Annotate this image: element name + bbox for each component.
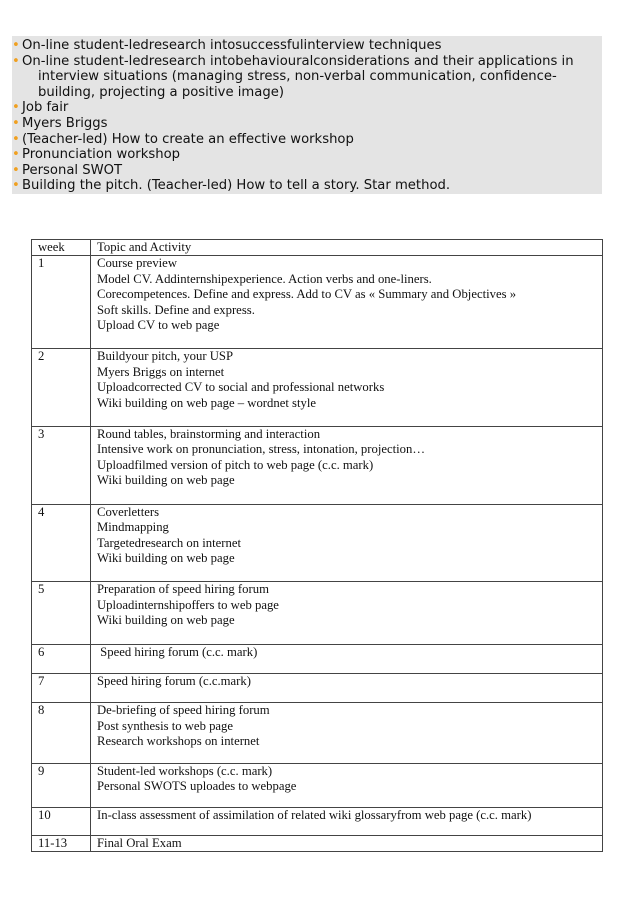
bullet-item: [12, 163, 602, 179]
bullet-text: building, projecting a positive image): [38, 84, 284, 100]
topic-cell: [91, 256, 603, 349]
table-row: [32, 703, 603, 763]
bullet-dot-icon: •: [12, 38, 20, 53]
topic-line: Personal SWOTS uploades to webpage: [97, 778, 297, 793]
table-row: [32, 256, 603, 349]
bullet-item: [12, 116, 602, 132]
activity-bullet-list: [12, 38, 602, 194]
topic-cell: [91, 673, 603, 702]
bullet-dot-icon: •: [12, 100, 20, 116]
header-week: week: [32, 240, 91, 256]
header-topic: Topic and Activity: [91, 240, 603, 256]
topic-line: Upload CV to web page: [97, 318, 220, 333]
bullet-dot-icon: •: [12, 178, 20, 194]
topic-cell: [91, 582, 603, 644]
bullet-item: [12, 100, 602, 116]
week-cell: 8: [32, 703, 91, 763]
topic-line: Preparation of speed hiring forum: [97, 582, 269, 597]
bullet-item: [12, 54, 602, 101]
topic-line: Mindmapping: [97, 520, 169, 535]
bullet-text: Job fair: [22, 100, 69, 116]
topic-line: Wiki building on web page: [97, 473, 235, 488]
week-cell: 11-13: [32, 835, 91, 851]
topic-cell: [91, 504, 603, 582]
bullet-dot-icon: •: [12, 162, 20, 178]
table-row: [32, 644, 603, 673]
week-cell: 1: [32, 256, 91, 349]
topic-line: Intensive work on pronunciation, stress, intonation, projection…: [97, 442, 426, 457]
bullet-item: [12, 38, 602, 54]
topic-line: Speed hiring forum (c.c.mark): [97, 673, 251, 688]
topic-cell: [91, 808, 603, 835]
topic-cell: [91, 644, 603, 673]
bullet-text: Building the pitch. (Teacher-led) How to tell a story. Star method.: [22, 178, 451, 194]
bullet-dot-icon: •: [12, 53, 20, 69]
week-cell: 9: [32, 763, 91, 808]
topic-line: Wiki building on web page: [97, 613, 235, 628]
topic-cell: [91, 763, 603, 808]
bullet-item: [12, 147, 602, 163]
week-cell: 7: [32, 673, 91, 702]
topic-line: Coverletters: [97, 504, 160, 519]
table-row: [32, 504, 603, 582]
topic-line: Uploadcorrected CV to social and professional networks: [97, 380, 385, 395]
table-row: [32, 582, 603, 644]
course-schedule-table: [31, 239, 603, 852]
topic-cell: [91, 703, 603, 763]
table-row: [32, 427, 603, 505]
bullet-text: On-line student-ledresearch intosuccessfulinterview techniques: [22, 38, 442, 53]
topic-line: Myers Briggs on internet: [97, 364, 225, 379]
bullet-dot-icon: •: [12, 147, 20, 163]
bullet-text: Personal SWOT: [22, 162, 123, 178]
topic-line: Uploadinternshipoffers to web page: [97, 597, 279, 612]
week-cell: 6: [32, 644, 91, 673]
table-header-row: [32, 240, 603, 256]
topic-line: Corecompetences. Define and express. Add to CV as « Summary and Objectives »: [97, 287, 517, 302]
topic-line: Round tables, brainstorming and interaction: [97, 427, 321, 442]
topic-line: Wiki building on web page – wordnet style: [97, 395, 317, 410]
bullet-text: Myers Briggs: [22, 115, 108, 131]
table-row: [32, 763, 603, 808]
topic-line: Final Oral Exam: [97, 835, 182, 850]
table-row: [32, 808, 603, 835]
week-cell: 10: [32, 808, 91, 835]
topic-line: Post synthesis to web page: [97, 718, 234, 733]
week-cell: 2: [32, 349, 91, 427]
bullet-item: [12, 132, 602, 148]
bullet-item: [12, 178, 602, 194]
table-row: [32, 835, 603, 851]
topic-line: Targetedresearch on internet: [97, 535, 242, 550]
topic-cell: [91, 427, 603, 505]
topic-line: Wiki building on web page: [97, 550, 235, 565]
week-cell: 4: [32, 504, 91, 582]
bullet-text: interview situations (managing stress, non-verbal communication, confidence-: [38, 69, 557, 85]
bullet-text: (Teacher-led) How to create an effective workshop: [22, 131, 354, 147]
table-row: [32, 349, 603, 427]
bullet-dot-icon: •: [12, 131, 20, 147]
topic-line: Course preview: [97, 256, 177, 271]
topic-line: Research workshops on internet: [97, 734, 260, 749]
topic-line: De-briefing of speed hiring forum: [97, 703, 270, 718]
topic-line: Soft skills. Define and express.: [97, 302, 255, 317]
topic-line: Model CV. Addinternshipexperience. Action verbs and one-liners.: [97, 271, 432, 286]
table-row: [32, 673, 603, 702]
topic-cell: [91, 349, 603, 427]
topic-line: Buildyour pitch, your USP: [97, 349, 234, 364]
topic-line: Speed hiring forum (c.c. mark): [97, 644, 258, 659]
bullet-text: On-line student-ledresearch intobehaviouralconsiderations and their applications in: [22, 53, 574, 69]
bullet-dot-icon: •: [12, 115, 20, 131]
week-cell: 5: [32, 582, 91, 644]
topic-cell: [91, 835, 603, 851]
topic-line: Student-led workshops (c.c. mark): [97, 763, 273, 778]
topic-line: In-class assessment of assimilation of related wiki glossaryfrom web page (c.c. mark): [97, 808, 532, 823]
bullet-text: Pronunciation workshop: [22, 147, 181, 163]
week-cell: 3: [32, 427, 91, 505]
topic-line: Uploadfilmed version of pitch to web page (c.c. mark): [97, 457, 374, 472]
